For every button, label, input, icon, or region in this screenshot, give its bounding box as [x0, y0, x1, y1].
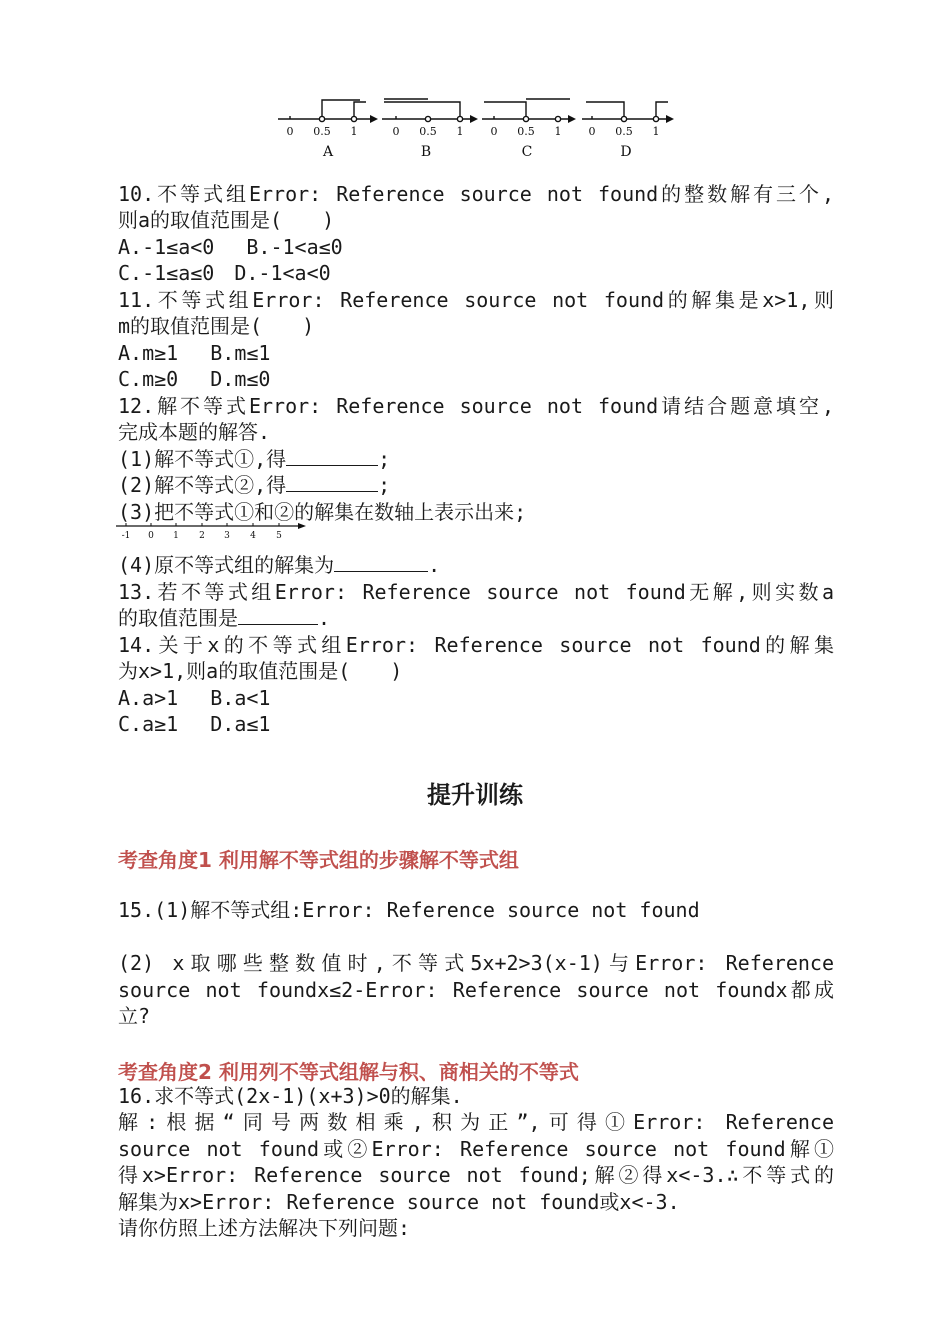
q16-solution-1: 解:根据“同号两数相乘,积为正”,可得①Error: Reference — [118, 1110, 834, 1134]
q16-instruction: 请你仿照上述方法解决下列问题: — [118, 1216, 411, 1240]
q12-part1 — [118, 446, 834, 472]
q16-solution-4: 解集为x>Error: Reference source not found或x<-3. — [118, 1190, 680, 1214]
blank-number-line — [116, 521, 316, 543]
q10-options-ab: A.-1≤a<0 B.-1<a≤0 — [118, 235, 343, 259]
tick-label: 0.5 — [615, 125, 633, 138]
q16-solution-3: 得x>Error: Reference source not found;解②得x<-3.∴不等式的 — [118, 1163, 834, 1187]
tick-label: 0.5 — [313, 125, 331, 138]
q10-stem-cont: 则a的取值范围是( ) — [118, 208, 335, 232]
q14-options-cd: C.a≥1 D.a≤1 — [118, 712, 271, 736]
tick-label: -1 — [121, 531, 131, 541]
q11-options-cd: C.m≥0 D.m≤0 — [118, 367, 271, 391]
option-label-d: D — [620, 144, 632, 160]
q13-stem-cont — [118, 605, 834, 631]
tick-label: 0 — [490, 125, 498, 138]
q15-part2-end: 立? — [118, 1004, 151, 1028]
q12-part2 — [118, 472, 834, 498]
tick-label: 0 — [392, 125, 400, 138]
q14-options-ab: A.a>1 B.a<1 — [118, 686, 271, 710]
q13-stem-end: . — [318, 606, 331, 630]
q12-part1-text: (1)解不等式①,得 — [118, 447, 287, 471]
q10-options-cd: C.-1≤a≤0 D.-1<a<0 — [118, 261, 331, 285]
tick-label: 0 — [148, 531, 154, 541]
q11-stem: 11.不等式组Error: Reference source not found的解集是x>1,则 — [118, 288, 834, 312]
tick-label: 3 — [224, 531, 230, 541]
q12-part4 — [118, 552, 834, 578]
q12-part3: (3)把不等式①和②的解集在数轴上表示出来; — [118, 500, 527, 524]
tick-label: 2 — [199, 531, 205, 541]
options-number-lines — [270, 92, 690, 164]
q12-part1-end: ; — [378, 447, 391, 471]
tick-label: 1 — [554, 125, 562, 138]
tick-label: 0.5 — [419, 125, 437, 138]
q16-solution-2: source not found或②Error: Reference source not found解① — [118, 1137, 834, 1161]
q12-part4-text: (4)原不等式组的解集为 — [118, 553, 335, 577]
q15-part2: (2) x取哪些整数值时,不等式5x+2>3(x-1)与Error: Reference — [118, 951, 834, 975]
tick-label: 1 — [652, 125, 660, 138]
answer-blank[interactable] — [238, 606, 318, 625]
tick-label: 0 — [588, 125, 596, 138]
q12-part4-end: . — [428, 553, 441, 577]
answer-blank[interactable] — [286, 473, 378, 492]
tick-label: 1 — [456, 125, 464, 138]
option-label-c: C — [521, 144, 533, 160]
tick-label: 0.5 — [517, 125, 535, 138]
q12-stem: 12.解不等式Error: Reference source not found请结合题意填空, — [118, 394, 834, 418]
tick-label: 0 — [286, 125, 294, 138]
q11-options-ab: A.m≥1 B.m≤1 — [118, 341, 271, 365]
answer-blank[interactable] — [334, 553, 428, 572]
q12-part2-text: (2)解不等式②,得 — [118, 473, 287, 497]
section-title-2: 考查角度2 利用列不等式组解与积、商相关的不等式 — [118, 1060, 579, 1084]
q11-stem-cont: m的取值范围是( ) — [118, 314, 315, 338]
q14-stem: 14.关于x的不等式组Error: Reference source not found的解集 — [118, 633, 834, 657]
q14-stem-cont: 为x>1,则a的取值范围是( ) — [118, 659, 403, 683]
tick-label: 4 — [250, 531, 256, 541]
q16-stem: 16.求不等式(2x-1)(x+3)>0的解集. — [118, 1084, 463, 1108]
tick-label: 1 — [173, 531, 179, 541]
answer-blank[interactable] — [286, 447, 378, 466]
page-heading: 提升训练 — [427, 781, 523, 809]
q15-part1: 15.(1)解不等式组:Error: Reference source not found — [118, 898, 700, 922]
tick-label: 5 — [276, 531, 282, 541]
q10-stem: 10.不等式组Error: Reference source not found的整数解有三个, — [118, 182, 834, 206]
q13-stem-cont-text: 的取值范围是 — [118, 606, 238, 630]
q12-part2-end: ; — [378, 473, 391, 497]
q12-stem-cont: 完成本题的解答. — [118, 420, 271, 444]
section-title-1: 考查角度1 利用解不等式组的步骤解不等式组 — [118, 848, 519, 872]
option-label-a: A — [322, 144, 334, 160]
option-label-b: B — [420, 144, 432, 160]
q15-part2-cont: source not foundx≤2-Error: Reference source not foundx都成 — [118, 978, 834, 1002]
q13-stem: 13.若不等式组Error: Reference source not found无解,则实数a — [118, 580, 834, 604]
tick-label: 1 — [350, 125, 358, 138]
